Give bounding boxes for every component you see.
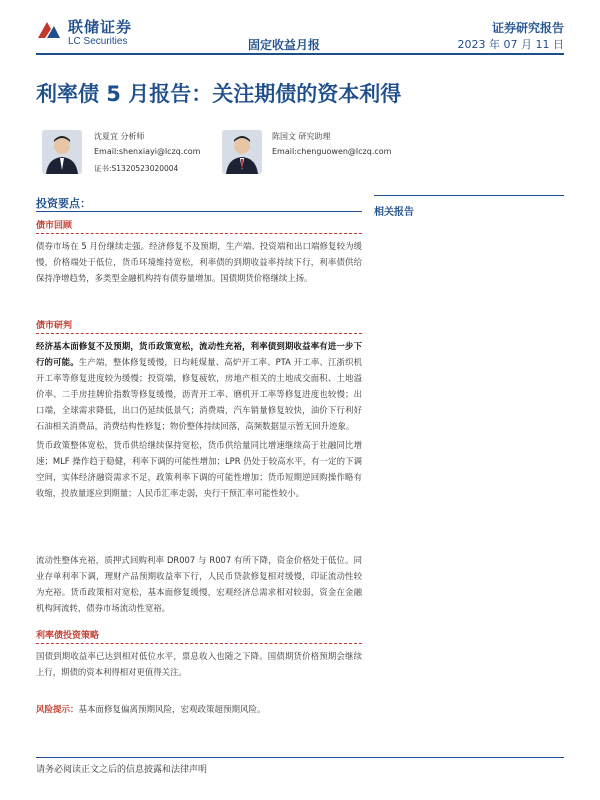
avatar [42, 130, 82, 174]
section-divider [374, 195, 564, 196]
research-paragraph-1 [36, 338, 362, 434]
research-paragraph-3: 流动性整体充裕，质押式回购利率 DR007 与 R007 有所下降，资金价格处于低位。同业存单利率下调，理财产品预期收益率下行，人民币贷款修复相对缓慢，印证流动性较为充裕。货币政策相对宽松，基本面修复缓慢，宏观经济总需求相对较弱，资金在金融机构间流转，债券市场流动性宽裕。 [36, 555, 362, 613]
analyst-name: 沈夏宜 分析师 [94, 132, 145, 141]
investment-points-heading: 投资要点： [36, 197, 91, 210]
research-highlight: 经济基本面修复不及预期，货币政策宽松，流动性充裕，利率债到期收益率有进一步下行的可能。 [36, 341, 362, 367]
strategy-heading: 利率债投资策略 [36, 631, 100, 641]
analyst-email[interactable]: Email:chenguowen@lczq.com [272, 147, 392, 156]
page-title: 利率债 5 月报告：关注期债的资本利得 [36, 82, 402, 106]
report-series: 固定收益月报 [248, 38, 321, 52]
section-divider [36, 643, 362, 644]
research-heading: 债市研判 [36, 321, 73, 331]
avatar [222, 130, 262, 174]
risk-warning [36, 703, 362, 715]
related-reports-heading: 相关报告 [374, 207, 414, 218]
report-date: 2023 年 07 月 11 日 [457, 38, 564, 51]
research-body: 生产端，整体修复缓慢，日均耗煤量、高炉开工率、PTA 开工率、江浙织机开工率等修复进度较为缓慢；投资端，修复疲软，房地产相关的土地成交面积、土地溢价率、二手房挂牌价指数等修复缓慢，沥青开工率、磨机开工率等修复进度也较慢；出口端，全球需求降低，出口仍延续低景气；消费端，汽车销量修复较快，油价下行利好石油相关消费品，消费结构性修复；物价整体持续回落，高频数据显示暂无回升迹象。 [36, 357, 363, 431]
section-divider [36, 233, 362, 234]
header-divider [36, 53, 564, 55]
review-heading: 债市回顾 [36, 221, 73, 231]
risk-label: 风险提示： [36, 705, 79, 715]
risk-text: 基本面修复偏离预期风险，宏观政策超预期风险。 [78, 705, 266, 715]
disclaimer-link[interactable]: 请务必阅读正文之后的信息披露和法律声明 [36, 765, 208, 775]
research-paragraph-2: 货币政策整体宽松，货币供给继续保持宽松，货币供给量同比增速继续高于社融同比增速；MLF 操作趋于稳健，利率下调的可能性增加；LPR 仍处于较高水平，有一定的下调空间，实体经济融资需求不足，政策利率下调的可能性增加；货币短期逆回购操作略有收缩，投放量逐应到期量；人民币汇率走弱，央行干预汇率可能性较小。 [36, 440, 362, 498]
analyst-name: 陈国文 研究助理 [272, 132, 331, 141]
logo-icon [36, 18, 62, 44]
footer-divider [36, 757, 564, 758]
section-divider [36, 333, 362, 334]
analyst-email[interactable]: Email:shenxiayi@lczq.com [94, 147, 201, 156]
report-type: 证券研究报告 [491, 21, 564, 35]
analyst-cert: 证书:S1320523020004 [94, 164, 179, 173]
strategy-text: 国债到期收益率已达到相对低位水平，票息收入也随之下降。国债期货价格预期会继续上行，期债的资本利得相对更值得关注。 [36, 651, 362, 677]
logo-name-cn: 联储证券 [68, 18, 133, 36]
section-divider [36, 211, 362, 212]
logo-name-en: LC Securities [68, 36, 128, 47]
review-text: 债券市场在 5 月份继续走强。经济修复不及预期，生产端、投资端和出口端修复较为缓慢，价格端处于低位，货币环境维持宽松，利率债的到期收益率持续下行，利率债供给保持净增趋势，多类型金融机构持有债券量增加。国债期货价格继续上扬。 [36, 241, 362, 283]
